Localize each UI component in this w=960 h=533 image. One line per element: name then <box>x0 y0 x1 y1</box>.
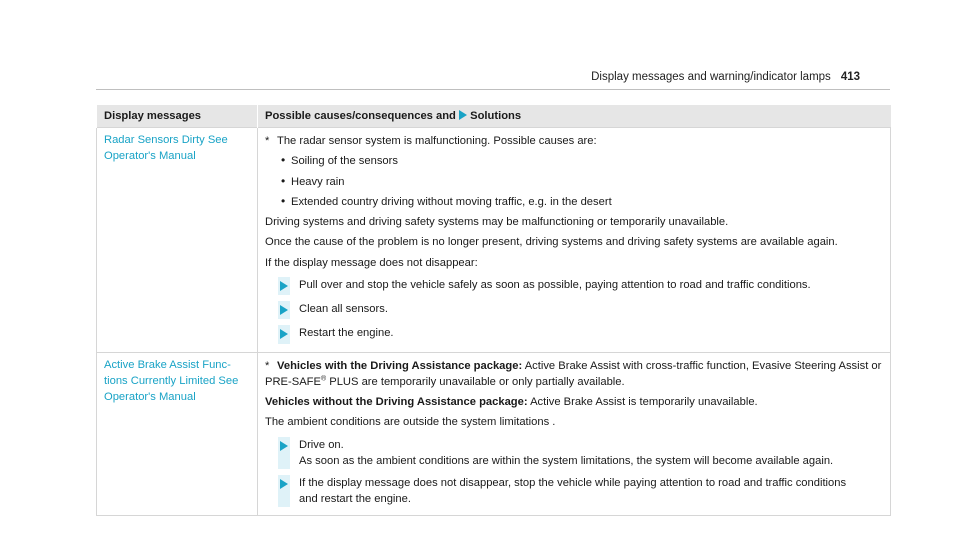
with-package-text-2: PLUS are temporarily unavailable or only partially available. <box>329 375 625 388</box>
column-header-solutions-label: Solutions <box>470 110 522 122</box>
arrow-right-icon <box>459 110 467 120</box>
page-number: 413 <box>840 71 860 83</box>
solution-step <box>278 475 882 507</box>
display-messages-table <box>96 105 891 516</box>
paragraph: Driving systems and driving safety systems may be malfunctioning or temporarily unavailable. <box>265 216 729 229</box>
arrow-right-icon <box>280 329 288 339</box>
causes-cell <box>258 352 891 516</box>
display-message: Radar Sensors Dirty See Operator's Manual <box>104 134 228 163</box>
causes-cell <box>258 128 891 352</box>
step-detail: As soon as the ambient conditions are within the system limitations, the system will become available again. <box>299 454 834 467</box>
arrow-right-icon <box>280 281 288 291</box>
step-text: If the display message does not disappear, stop the vehicle while paying attention to road and traffic conditions <box>299 476 847 489</box>
list-item: • Soiling of the sensors <box>277 153 882 169</box>
with-package-label: Vehicles with the Driving Assistance package: <box>277 359 523 372</box>
with-package-text: Active Brake Assist with cross-traffic function, Evasive Steering Assist or PRE-SAFE <box>265 359 882 388</box>
solution-step <box>278 301 882 319</box>
column-header-messages: Display messages <box>97 105 258 128</box>
table-row <box>97 128 891 352</box>
cause-intro: The radar sensor system is malfunctioning. Possible causes are: <box>277 135 597 148</box>
header-divider <box>96 89 890 90</box>
message-cell <box>97 352 258 516</box>
step-text: Clean all sensors. <box>299 303 388 316</box>
list-item: • Heavy rain <box>277 174 882 190</box>
step-text: Restart the engine. <box>299 327 394 340</box>
step-text: Pull over and stop the vehicle safely as soon as possible, paying attention to road and traffic conditions. <box>299 278 811 291</box>
column-header-causes <box>258 105 891 128</box>
running-header <box>591 71 860 83</box>
page-header <box>0 0 960 84</box>
solution-step <box>278 277 882 295</box>
without-package-text: Active Brake Assist is temporarily unavailable. <box>530 396 758 409</box>
asterisk: * <box>265 135 270 148</box>
registered-mark: ® <box>320 375 327 383</box>
display-message-line: Active Brake Assist Func- <box>104 358 231 371</box>
step-text: Drive on. <box>299 438 344 451</box>
message-cell <box>97 128 258 352</box>
arrow-right-icon <box>280 305 288 315</box>
arrow-right-icon <box>280 441 288 451</box>
paragraph: Once the cause of the problem is no longer present, driving systems and driving safety systems are available again. <box>265 236 838 249</box>
display-message-line: Operator's Manual <box>104 391 196 404</box>
section-title: Display messages and warning/indicator lamps <box>591 71 831 83</box>
display-message-line: tions Currently Limited See <box>104 374 239 387</box>
step-detail: and restart the engine. <box>299 493 411 506</box>
solution-step <box>278 325 882 343</box>
without-package-label: Vehicles without the Driving Assistance package: <box>265 396 528 409</box>
list-item: • Extended country driving without moving traffic, e.g. in the desert <box>277 194 882 210</box>
paragraph: If the display message does not disappear: <box>265 256 478 269</box>
arrow-right-icon <box>280 479 288 489</box>
solution-step <box>278 437 882 469</box>
paragraph: The ambient conditions are outside the system limitations . <box>265 416 556 429</box>
column-header-causes-label: Possible causes/consequences and <box>265 110 456 122</box>
table-row <box>97 352 891 516</box>
asterisk: * <box>265 359 270 372</box>
